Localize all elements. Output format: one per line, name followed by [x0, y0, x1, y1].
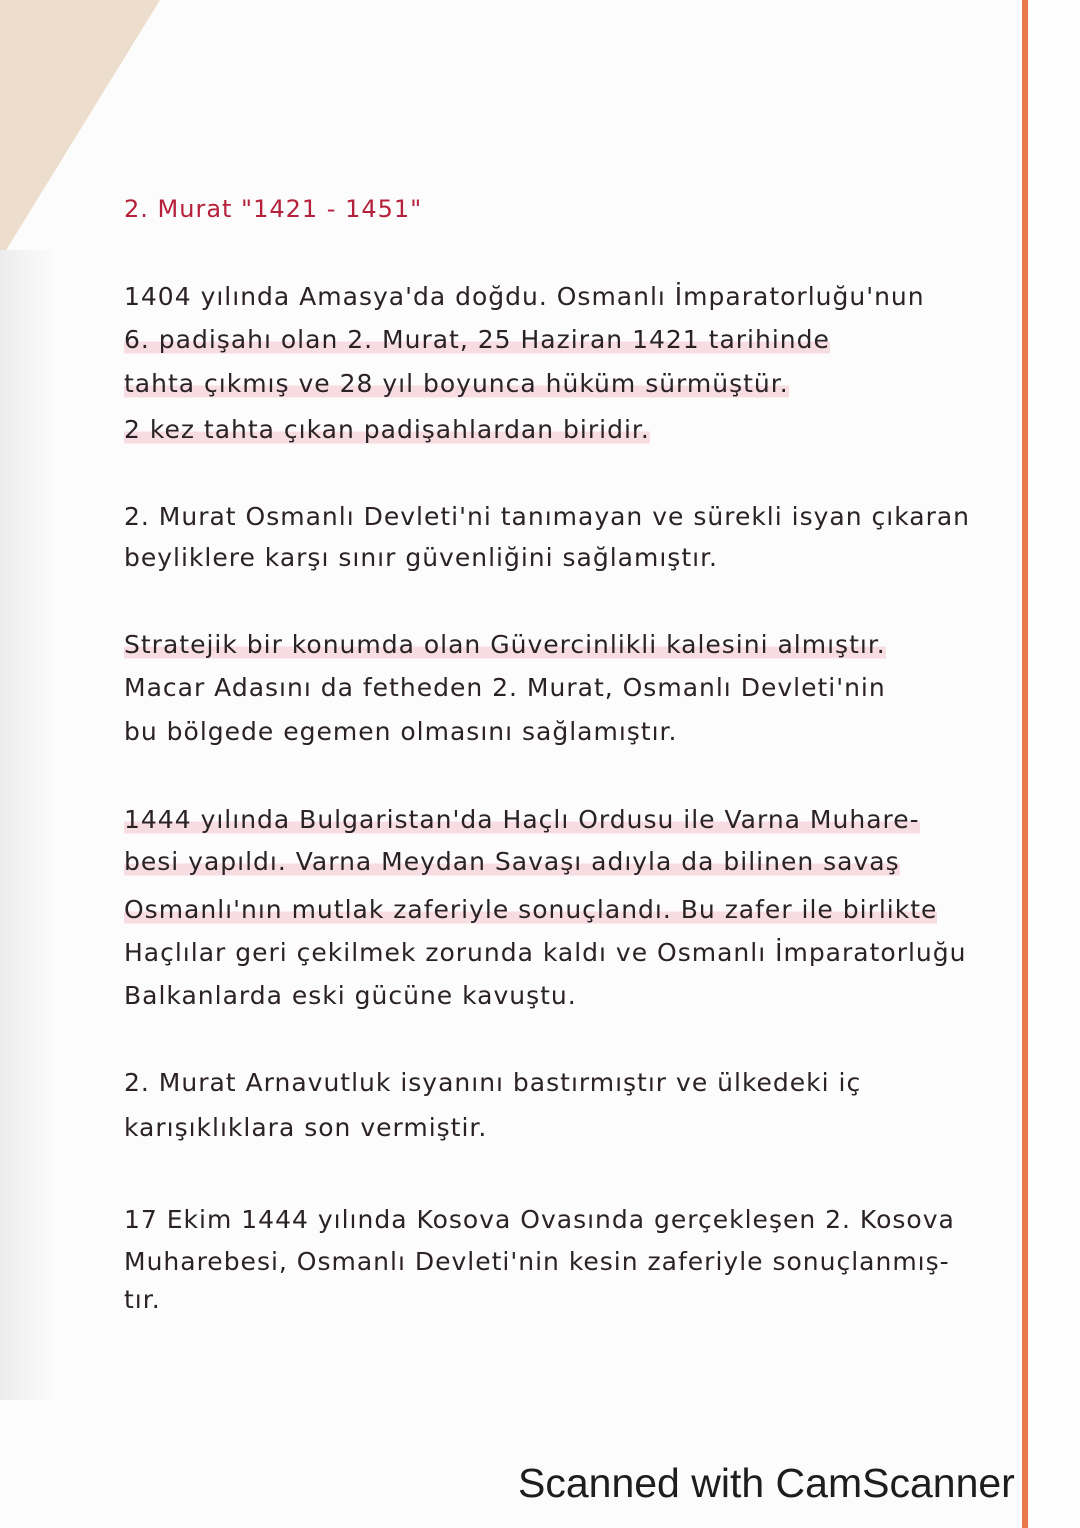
note-title: 2. Murat "1421 - 1451" [124, 195, 423, 223]
text-line: Macar Adasını da fetheden 2. Murat, Osmanlı Devleti'nin [124, 673, 886, 702]
text-line: Osmanlı'nın mutlak zaferiyle sonuçlandı. Bu zafer ile birlikte [124, 893, 937, 927]
text-line: Muharebesi, Osmanlı Devleti'nin kesin zaferiyle sonuçlanmış- [124, 1247, 950, 1276]
text-line: 2. Murat Arnavutluk isyanını bastırmıştır ve ülkedeki iç [124, 1068, 862, 1097]
text-line: besi yapıldı. Varna Meydan Savaşı adıyla da bilinen savaş [124, 845, 900, 879]
text-line: 1404 yılında Amasya'da doğdu. Osmanlı İmparatorluğu'nun [124, 282, 925, 311]
text-line: Haçlılar geri çekilmek zorunda kaldı ve Osmanlı İmparatorluğu [124, 938, 967, 967]
page-margin [1028, 0, 1080, 1528]
text-line: 2 kez tahta çıkan padişahlardan biridir. [124, 413, 650, 447]
text-line: beyliklere karşı sınır güvenliğini sağlamıştır. [124, 543, 718, 572]
text-line: tahta çıkmış ve 28 yıl boyunca hüküm sürmüştür. [124, 367, 789, 401]
text-line: 17 Ekim 1444 yılında Kosova Ovasında gerçekleşen 2. Kosova [124, 1205, 955, 1234]
text-line: 6. padişahı olan 2. Murat, 25 Haziran 1421 tarihinde [124, 323, 830, 357]
text-line: karışıklıklara son vermiştir. [124, 1113, 488, 1142]
text-line: tır. [124, 1285, 161, 1314]
text-line: Stratejik bir konumda olan Güvercinlikli kalesini almıştır. [124, 628, 886, 662]
text-line: 2. Murat Osmanlı Devleti'ni tanımayan ve sürekli isyan çıkaran [124, 502, 971, 531]
text-line: Balkanlarda eski gücüne kavuştu. [124, 981, 577, 1010]
scanner-watermark: Scanned with CamScanner [518, 1460, 1015, 1506]
text-line: bu bölgede egemen olmasını sağlamıştır. [124, 717, 678, 746]
scan-edge-shadow [0, 250, 55, 1400]
text-line: 1444 yılında Bulgaristan'da Haçlı Ordusu ile Varna Muhare- [124, 803, 920, 837]
